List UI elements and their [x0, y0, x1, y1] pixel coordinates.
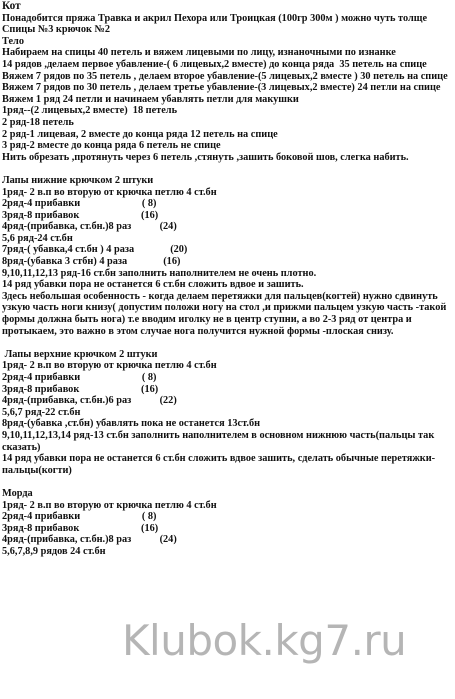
instruction-line: 2ряд-4 прибавки ( 8)	[2, 511, 157, 523]
instruction-line: 5,6 ряд-24 ст.бн	[2, 232, 73, 244]
watermark-text: Klubok.kg7.ru	[122, 616, 407, 665]
instruction-line: 5,6,7,8,9 рядов 24 ст.бн	[2, 545, 106, 557]
instruction-line: 5,6,7 ряд-22 ст.бн	[2, 406, 81, 418]
instruction-line: 1ряд- 2 в.п во вторую от крючка петлю 4 ст.бн	[2, 499, 217, 511]
instruction-line: 8ряд-(убавка 3 стбн) 4 раза (16)	[2, 256, 181, 268]
instruction-line: 4ряд-(прибавка, ст.бн.)8 раз (24)	[2, 221, 177, 233]
doc-title: Кот	[2, 0, 21, 12]
instruction-line: 14 рядов ,делаем первое убавление-( 6 лицевых,2 вместе) до конца ряда 35 петель на спице	[2, 58, 427, 70]
instruction-line: Вяжем 7 рядов по 35 петель , делаем второе убавление-(5 лицевых,2 вместе ) 30 петель на спице	[2, 70, 448, 82]
instruction-line: 2 ряд-1 лицевая, 2 вместе до конца ряда 12 петель на спице	[2, 128, 278, 140]
section-heading-body: Тело	[2, 35, 24, 47]
instruction-line: 3ряд-8 прибавок (16)	[2, 522, 159, 534]
instruction-line: 4ряд-(прибавка, ст.бн.)6 раз (22)	[2, 395, 177, 407]
blank-line	[2, 476, 452, 488]
instruction-line: 3ряд-8 прибавок (16)	[2, 209, 159, 221]
instruction-line: 2 ряд-18 петель	[2, 116, 74, 128]
instruction-line: 2ряд-4 прибавки ( 8)	[2, 198, 157, 210]
instruction-line: 3ряд-8 прибавок (16)	[2, 383, 159, 395]
instruction-line: 1ряд- 2 в.п во вторую от крючка петлю 4 ст.бн	[2, 360, 217, 372]
instruction-line: 4ряд-(прибавка, ст.бн.)8 раз (24)	[2, 534, 177, 546]
section-heading-upper-paws: Лапы верхние крючком 2 штуки	[2, 348, 158, 360]
blank-line	[2, 337, 452, 349]
instruction-line: 2ряд-4 прибавки ( 8)	[2, 372, 157, 383]
instruction-line: Вяжем 1 ряд 24 петли и начинаем убавлять петли для макушки	[2, 93, 299, 105]
tools-line: Спицы №3 крючок №2	[2, 24, 111, 36]
instruction-line: Вяжем 7 рядов по 30 петель , делаем третье убавление-(3 лицевых,2 вместе) 24 петли на спице	[2, 82, 441, 94]
instruction-line: 1ряд--(2 лицевых,2 вместе) 18 петель	[2, 105, 178, 117]
instruction-line: 9,10,11,12,13 ряд-16 ст.бн заполнить наполнителем не очень плотно.	[2, 267, 317, 279]
materials-line: Понадобится пряжа Травка и акрил Пехора или Троицкая (100гр 300м ) можно чуть толще	[2, 12, 428, 24]
instruction-line: 7ряд-( убавка,4 ст.бн ) 4 раза (20)	[2, 244, 188, 256]
instruction-line: 9,10,11,12,13,14 ряд-13 ст.бн заполнить наполнителем в основном нижнюю часть(пальцы так сказать)	[2, 429, 437, 453]
section-heading-lower-paws: Лапы нижние крючком 2 штуки	[2, 174, 154, 186]
instruction-line: Набираем на спицы 40 петель и вяжем лицевыми по лицу, изнаночными по изнанке	[2, 47, 396, 59]
instruction-line: 8ряд-(убавка ,ст.бн) убавлять пока не останется 13ст.бн	[2, 418, 261, 430]
note-paragraph: Здесь небольшая особенность - когда делаем перетяжки для пальцев(когтей) нужно сдвинуть узкую часть ноги книзу( допустим положи ногу на стол ,и прижми пальцем узкую часть -такой формы должна быть нога) т.е вводим иголку не в центр ступни, а во 2-3 ряд от центра и протыкаем, это важно в этом случае нога получится нужной формы -плоская снизу.	[2, 290, 449, 337]
instruction-line: 1ряд- 2 в.п во вторую от крючка петлю 4 ст.бн	[2, 186, 217, 198]
document-body	[2, 1, 452, 558]
blank-line	[2, 163, 452, 175]
instruction-line: 14 ряд убавки пора не останется 6 ст.бн сложить вдвое и зашить.	[2, 279, 304, 291]
instruction-line: Нить обрезать ,протянуть через 6 петель ,стянуть ,зашить боковой шов, слегка набить.	[2, 151, 409, 163]
instruction-line: 3 ряд-2 вместе до конца ряда 6 петель не спице	[2, 140, 221, 152]
section-heading-muzzle: Морда	[2, 487, 33, 499]
instruction-line: 14 ряд убавки пора не останется 6 ст.бн сложить вдвое зашить, сделать обычные перетяжки-пальцы(когти)	[2, 453, 436, 476]
